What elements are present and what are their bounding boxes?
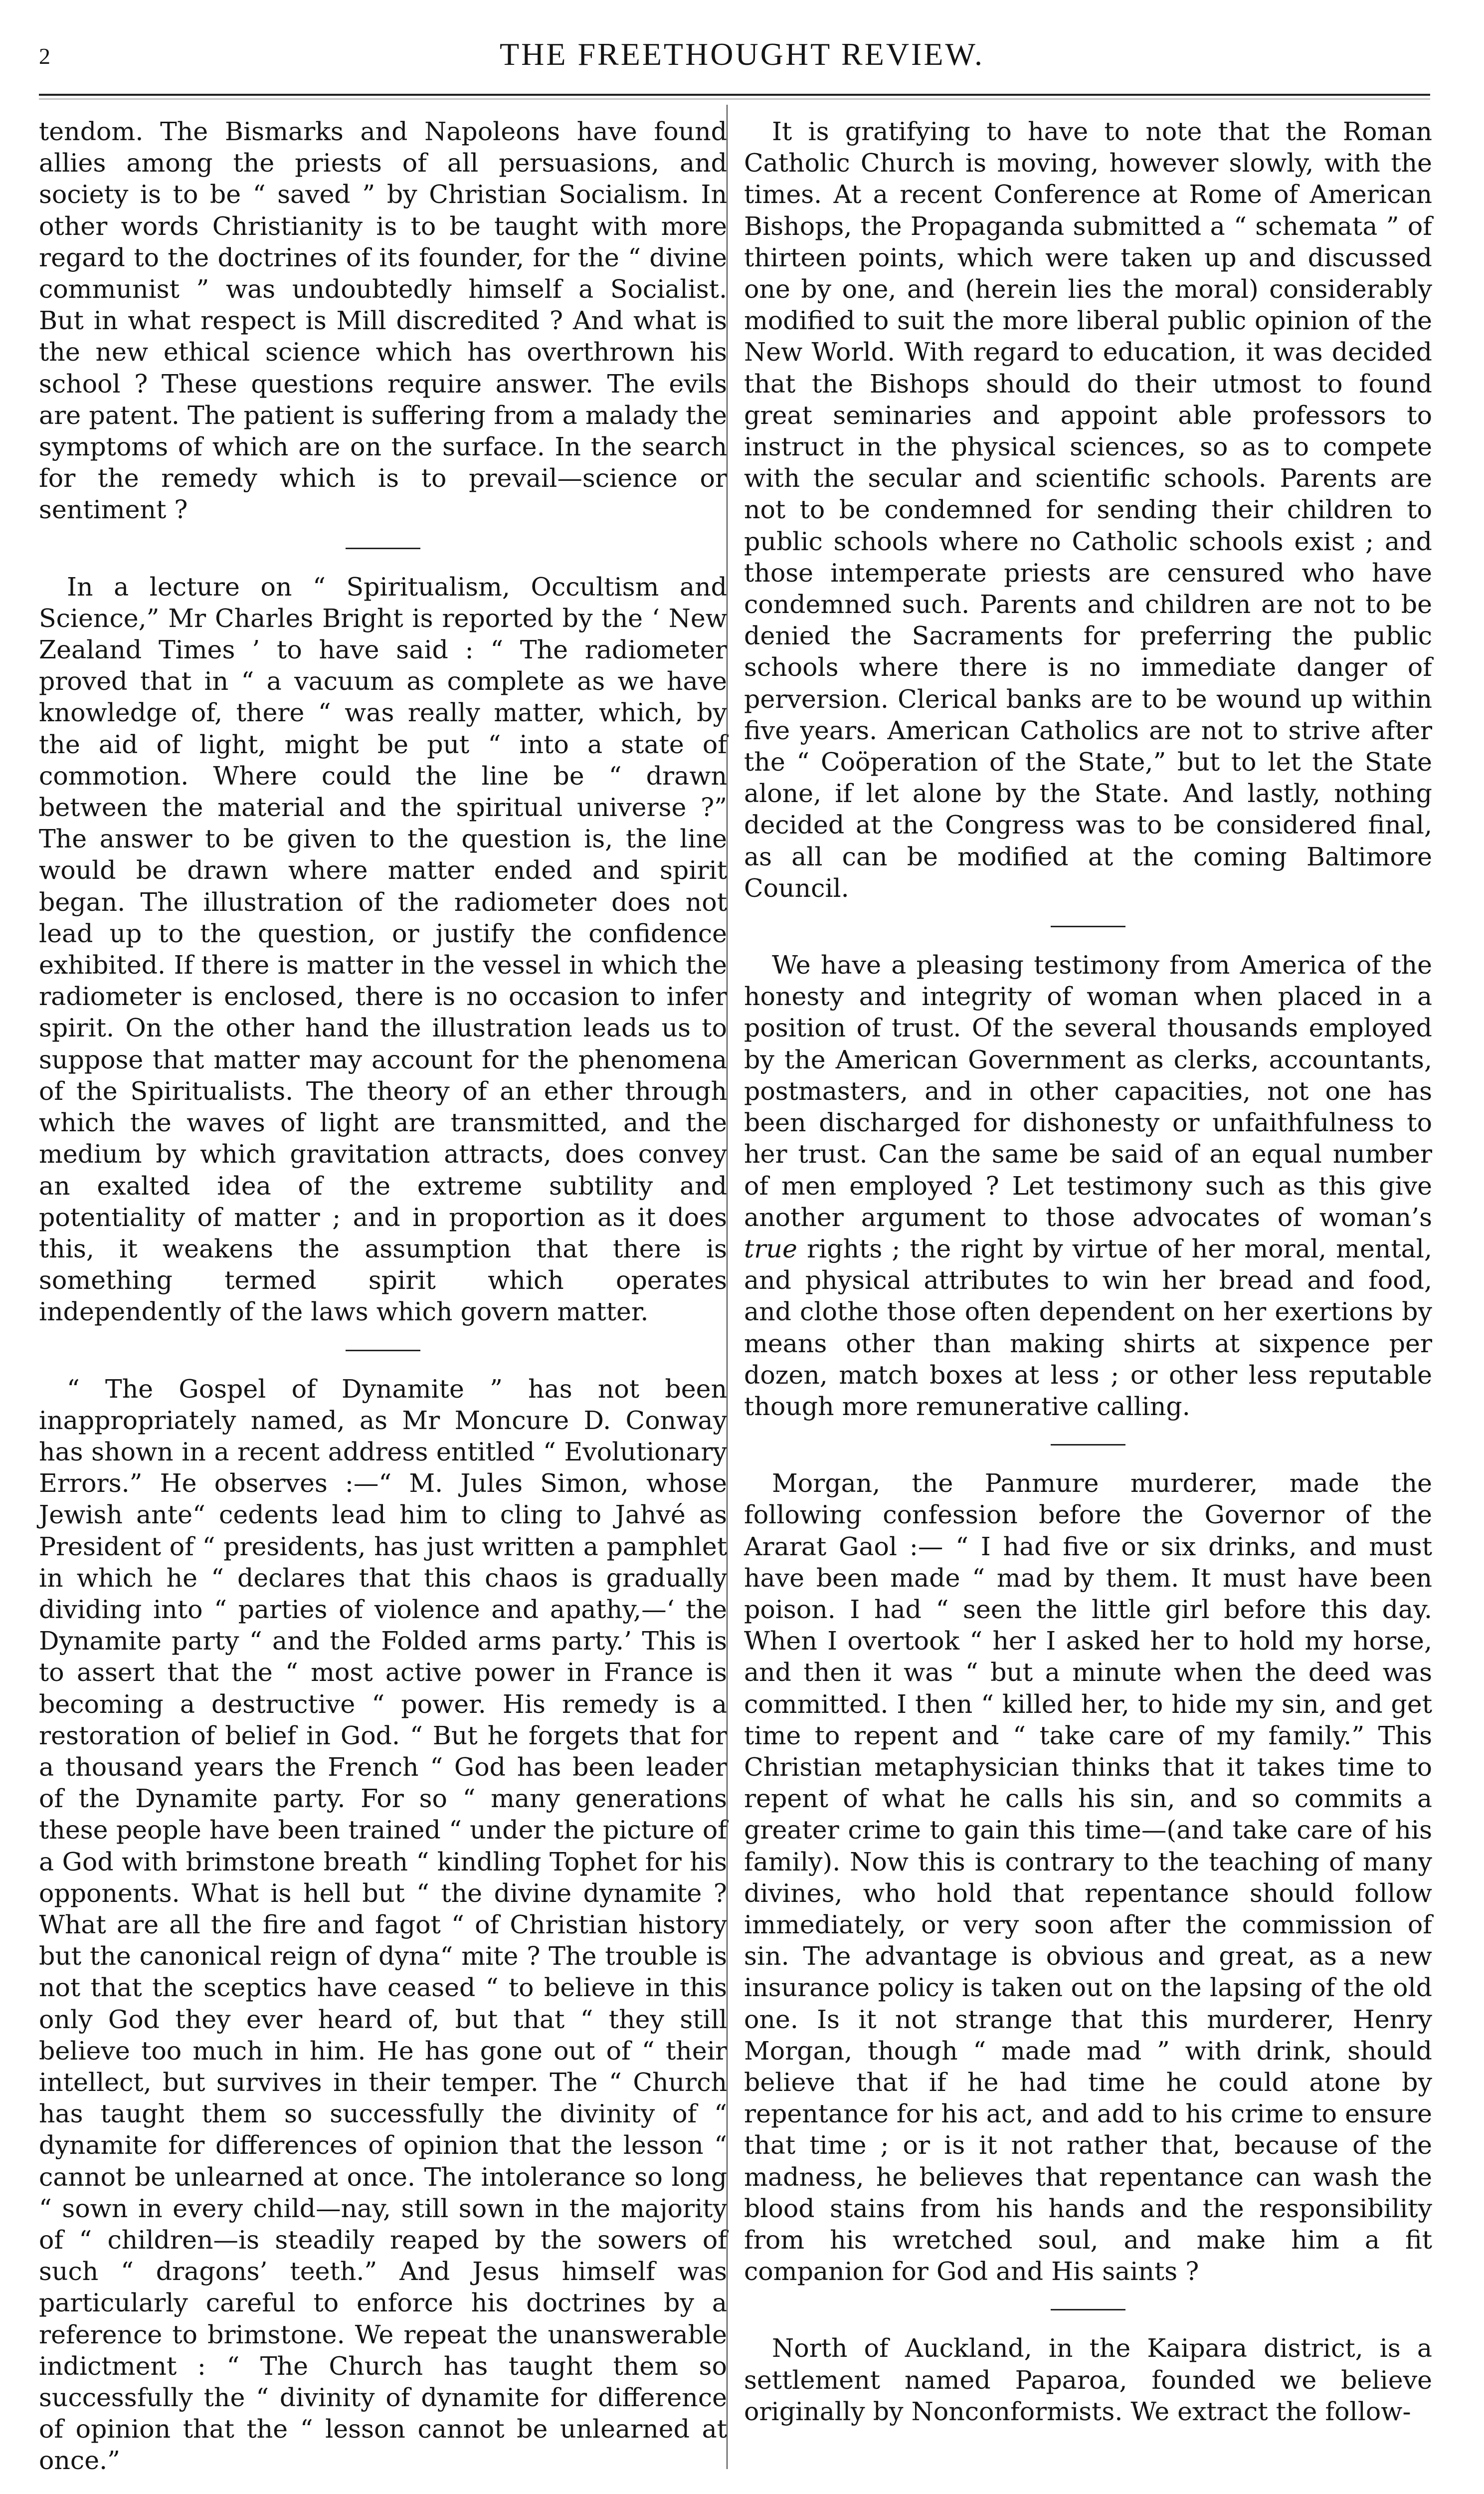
header-rule [39, 94, 1430, 99]
section-separator [346, 1350, 420, 1351]
paragraph-text: We have a pleasing testimony from America of the honesty and integrity of woman when placed in a position of trust. Of the several thousands employed by the American Government as clerks, accountants, postmasters, and in other capacities, not one has been discharged for dishonesty or unfaithfulness to her trust. Can the same be said of an equal number of men employed ? Let testimony such as this give another argument to those advocates of woman’s [744, 950, 1432, 1232]
right-column [744, 116, 1432, 2427]
page-number: 2 [39, 43, 50, 69]
article-paragraph: Morgan, the Panmure murderer, made the following confession before the Governor of the Ararat Gaol :— “ I had five or six drinks, and must have been made “ mad by them. It must have been poison. I had “ seen the little girl before this day. When I overtook “ her I asked her to hold my horse, and then it was “ but a minute when the deed was committed. I then “ killed her, to hide my sin, and get time to repent and “ take care of my family.” This Christian metaphysician thinks that it takes time to repent of what he calls his sin, and so commits a greater crime to gain this time—(and take care of his family). Now this is contrary to the teaching of many divines, who hold that repentance should follow immediately, or very soon after the commission of sin. The advantage is obvious and great, as a new insurance policy is taken out on the lapsing of the old one. Is it not strange that this murderer, Henry Morgan, though “ made mad ” with drink, should believe that if he had time he could atone by repentance for his act, and add to his crime to ensure that time ; or is it not rather that, because of the madness, he believes that repentance can wash the blood stains from his hands and the responsibility from his wretched soul, and make him a fit companion for God and His saints ? [744, 1468, 1432, 2286]
column-divider [727, 105, 728, 2469]
article-paragraph: tendom. The Bismarks and Napoleons have found allies among the priests of all persuasions, and society is to be “ saved ” by Christian Socialism. In other words Christianity is to be taught with more regard to the doctrines of its founder, for the “ divine communist ” was undoubtedly himself a Socialist. But in what respect is Mill discredited ? And what is the new ethical science which has overthrown his school ? These questions require answer. The evils are patent. The patient is suffering from a malady the symptoms of which are on the surface. In the search for the remedy which is to prevail—science or sentiment ? [39, 117, 727, 525]
section-separator [346, 548, 420, 549]
section-separator [1051, 1444, 1125, 1446]
italic-word: true [744, 1234, 797, 1263]
article-paragraph: North of Auckland, in the Kaipara district, is a settlement named Paparoa, founded we believe originally by Nonconformists. We extract the follow- [744, 2333, 1432, 2426]
article-paragraph: It is gratifying to have to note that the Roman Catholic Church is moving, however slowly, with the times. At a recent Conference at Rome of American Bishops, the Propaganda submitted a “ schemata ” of thirteen points, which were taken up and discussed one by one, and (herein lies the moral) considerably modified to suit the more liberal public opinion of the New World. With regard to education, it was decided that the Bishops should do their utmost to found great seminaries and appoint able professors to instruct in the physical sciences, so as to compete with the secular and scientific schools. Parents are not to be condemned for sending their children to public schools where no Catholic schools exist ; and those intemperate priests are censured who have condemned such. Parents and children are not to be denied the Sacraments for preferring the public schools where there is no immediate danger of perversion. Clerical banks are to be wound up within five years. American Catholics are not to strive after the “ Coöperation of the State,” but to let the State alone, if let alone by the State. And lastly, nothing decided at the Congress was to be considered final, as all can be modified at the coming Baltimore Council. [744, 117, 1432, 903]
article-paragraph: In a lecture on “ Spiritualism, Occultism and Science,” Mr Charles Bright is reported by the ‘ New Zealand Times ’ to have said : “ The radiometer proved that in “ a vacuum as complete as we have knowledge of, there “ was really matter, which, by the aid of light, might be put “ into a state of commotion. Where could the line be “ drawn between the material and the spiritual universe ?” The answer to be given to the question is, the line would be drawn where matter ended and spirit began. The illustration of the radiometer does not lead up to the question, or justify the confidence exhibited. If there is matter in the vessel in which the radiometer is enclosed, there is no occasion to infer spirit. On the other hand the illustration leads us to suppose that matter may account for the phenomena of the Spiritualists. The theory of an ether through which the waves of light are transmitted, and the medium by which gravitation attracts, does convey an exalted idea of the extreme subtility and potentiality of matter ; and in proportion as it does this, it weakens the assumption that there is something termed spirit which operates independently of the laws which govern matter. [39, 572, 727, 1327]
section-separator [1051, 2309, 1125, 2310]
paragraph-text: rights ; the right by virtue of her moral, mental, and physical attributes to win her bread and food, and clothe those often dependent on her exertions by means other than making shirts at sixpence per dozen, match boxes at less ; or other less reputable though more remunerative calling. [744, 1234, 1432, 1421]
article-paragraph: “ The Gospel of Dynamite ” has not been inappropriately named, as Mr Moncure D. Conway has shown in a recent address entitled “ Evolutionary Errors.” He observes :—“ M. Jules Simon, whose Jewish ante“ cedents lead him to cling to Jahvé as President of “ presidents, has just written a pamphlet in which he “ declares that this chaos is gradually dividing into “ parties of violence and apathy,—‘ the Dynamite party “ and the Folded arms party.’ This is to assert that the “ most active power in France is becoming a destructive “ power. His remedy is a restoration of belief in God. “ But he forgets that for a thousand years the French “ God has been leader of the Dynamite party. For so “ many generations these people have been trained “ under the picture of a God with brimstone breath “ kindling Tophet for his opponents. What is hell but “ the divine dynamite ? What are all the fire and fagot “ of Christian history but the canonical reign of dyna“ mite ? The trouble is not that the sceptics have ceased “ to believe in this only God they ever heard of, but that “ they still believe too much in him. He has gone out of “ their intellect, but survives in their temper. The “ Church has taught them so successfully the divinity of “ dynamite for differences of opinion that the lesson “ cannot be unlearned at once. The intolerance so long “ sown in every child—nay, still sown in the majority of “ children—is steadily reaped by the sowers of such “ dragons’ teeth.” And Jesus himself was particularly careful to enforce his doctrines by a reference to brimstone. We repeat the unanswerable indictment : “ The Church has taught them so successfully the “ divinity of dynamite for difference of opinion that the “ lesson cannot be unlearned at once.” [39, 1374, 727, 2476]
section-separator [1051, 926, 1125, 927]
page-title: THE FREETHOUGHT REVIEW. [500, 36, 984, 72]
article-paragraph [744, 949, 1432, 1422]
left-column [39, 116, 727, 2477]
